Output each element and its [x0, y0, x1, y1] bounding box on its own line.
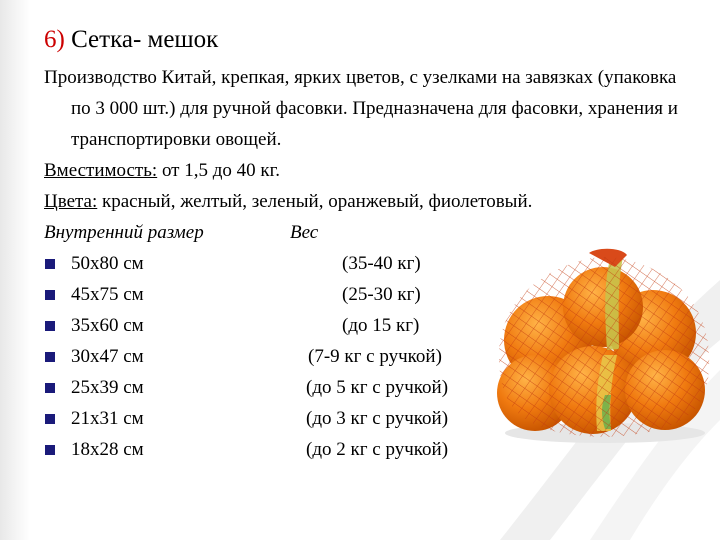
- row-size: 45х75 см: [71, 284, 144, 305]
- colors-label: Цвета:: [44, 191, 98, 212]
- square-bullet-icon: [45, 290, 55, 300]
- row-weight: (до 15 кг): [342, 315, 420, 336]
- square-bullet-icon: [45, 352, 55, 362]
- row-size: 35х60 см: [71, 315, 144, 336]
- title-number: 6): [44, 26, 65, 53]
- row-size: 30х47 см: [71, 346, 144, 367]
- colors-value: красный, желтый, зеленый, оранжевый, фиолетовый.: [102, 191, 533, 212]
- net-bag-oranges-image: [493, 245, 715, 447]
- header-size: Внутренний размер: [44, 222, 204, 243]
- square-bullet-icon: [45, 321, 55, 331]
- capacity-label: Вместимость:: [44, 160, 158, 181]
- size-table-header: [44, 217, 684, 248]
- row-weight: (7-9 кг с ручкой): [308, 346, 442, 367]
- square-bullet-icon: [45, 259, 55, 269]
- row-weight: (до 2 кг с ручкой): [306, 439, 449, 460]
- square-bullet-icon: [45, 445, 55, 455]
- row-weight: (35-40 кг): [342, 253, 421, 274]
- row-size: 18х28 см: [71, 439, 144, 460]
- row-size: 25х39 см: [71, 377, 144, 398]
- title-text: Сетка- мешок: [71, 26, 219, 53]
- row-size: 50х80 см: [71, 253, 144, 274]
- capacity-line: [44, 155, 684, 186]
- header-weight: Вес: [290, 222, 319, 243]
- description-paragraph: Производство Китай, крепкая, ярких цветов, с узелками на завязках (упаковка по 3 000 шт.) для ручной фасовки. Предназначена для фасовки, хранения и транспортировки овощей.: [44, 67, 678, 150]
- colors-line: [44, 186, 684, 217]
- row-weight: (до 5 кг с ручкой): [306, 377, 449, 398]
- row-weight: (до 3 кг с ручкой): [306, 408, 449, 429]
- slide-title: [44, 26, 218, 54]
- row-size: 21х31 см: [71, 408, 144, 429]
- square-bullet-icon: [45, 414, 55, 424]
- row-weight: (25-30 кг): [342, 284, 421, 305]
- capacity-value: от 1,5 до 40 кг.: [161, 160, 281, 181]
- left-decorative-bar: [0, 0, 30, 540]
- square-bullet-icon: [45, 383, 55, 393]
